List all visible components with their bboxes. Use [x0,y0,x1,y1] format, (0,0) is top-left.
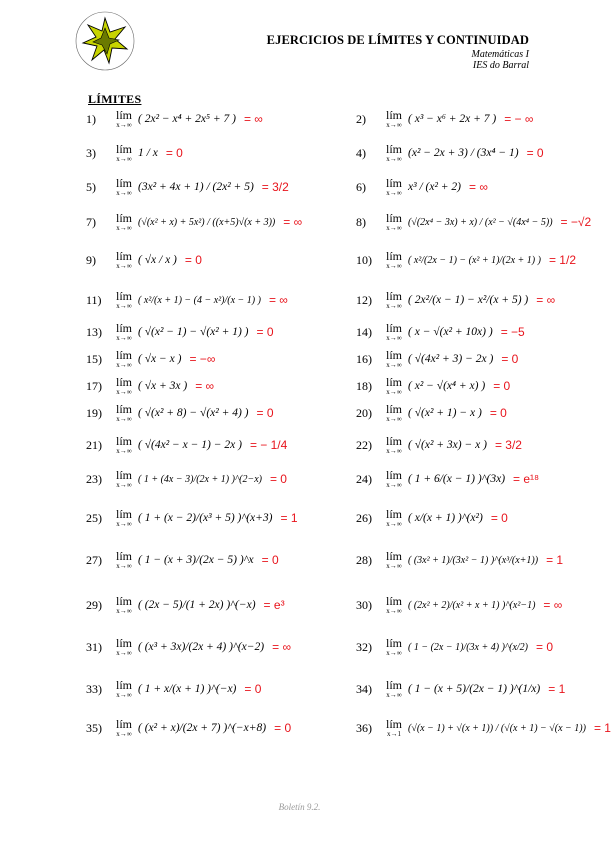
limit-body: (x² − 2x + 3) / (3x⁴ − 1) [408,147,519,159]
limit-body: ( √(x² − 1) − √(x² + 1) ) [138,326,249,338]
limit-operator [386,290,402,310]
limit-operator [386,250,402,270]
limit-subscript: x→1 [387,730,401,738]
exercise-number: 4) [356,145,366,160]
limit-operator [386,403,402,423]
answer: = 0 [256,406,274,420]
answer: = 0 [493,379,511,393]
limit-word: lím [386,468,403,482]
limit-subscript: x→∞ [116,224,132,232]
exercise-expression [386,550,563,570]
exercise-expression [116,550,279,570]
answer: = −∞ [189,352,216,366]
limit-word: lím [116,507,133,521]
exercise-item [86,240,346,280]
answer: = 0 [489,406,507,420]
exercise-expression [116,637,291,657]
limit-subscript: x→∞ [386,415,402,423]
limit-subscript: x→∞ [116,361,132,369]
limit-operator [116,290,132,310]
answer: = 3/2 [261,180,289,194]
exercise-expression [386,250,576,270]
answer: = ∞ [195,379,215,393]
limit-body: ( 1 + 6/(x − 1) )^(3x) [408,473,506,485]
exercise-item [356,627,586,667]
exercise-item [86,540,346,580]
limit-body: ( √(4x² − x − 1) − 2x ) [138,439,242,451]
exercise-expression [386,403,507,423]
limit-word: lím [386,321,403,335]
answer: = 1 [548,682,566,696]
limit-subscript: x→∞ [386,302,402,310]
exercise-number: 31) [86,639,102,654]
exercise-expression [116,718,291,738]
answer: = e³ [263,598,285,612]
limit-body: ( 1 + (x − 2)/(x³ + 5) )^(x+3) [138,512,273,524]
exercise-number: 1) [86,111,96,126]
limit-operator [116,250,132,270]
exercise-number: 6) [356,179,366,194]
limit-word: lím [116,594,133,608]
exercise-number: 30) [356,597,372,612]
limit-subscript: x→∞ [116,691,132,699]
exercise-number: 28) [356,552,372,567]
limit-operator [386,508,402,528]
limit-operator [116,718,132,738]
exercise-expression [116,508,298,528]
exercise-number: 11) [86,292,102,307]
limit-body: (√(2x⁴ − 3x) + x) / (x² − √(4x⁴ − 5)) [408,216,553,228]
limit-subscript: x→∞ [386,224,402,232]
exercise-number: 20) [356,405,372,420]
limit-body: x³ / (x² + 2) [408,181,461,193]
exercise-number: 15) [86,351,102,366]
exercise-number: 7) [86,214,96,229]
limit-body: (3x² + 4x + 1) / (2x² + 5) [138,181,254,193]
answer: = ∞ [268,293,288,307]
limit-operator [386,177,402,197]
limit-operator [116,508,132,528]
exercise-expression [386,637,553,657]
limit-body: ( x³ − x⁶ + 2x + 7 ) [408,113,497,125]
limit-body: ( x²/(x + 1) − (4 − x²)/(x − 1) ) [138,294,261,306]
limit-word: lím [386,211,403,225]
answer: = 0 [184,253,202,267]
exercise-expression [116,250,202,270]
exercise-item [86,459,346,499]
limit-word: lím [116,717,133,731]
exercise-expression [116,212,302,232]
limit-subscript: x→∞ [386,262,402,270]
answer: = 3/2 [494,438,522,452]
answer: = 1/2 [548,253,576,267]
exercise-number: 5) [86,179,96,194]
limit-body: ( 1 − (2x − 1)/(3x + 4) )^(x/2) [408,641,528,653]
limit-body: ( 1 + (4x − 3)/(2x + 1) )^(2−x) [138,473,262,485]
limit-operator [116,637,132,657]
exercise-item [86,585,346,625]
limit-body: ( x²/(2x − 1) − (x² + 1)/(2x + 1) ) [408,254,541,266]
answer: = ∞ [468,180,488,194]
limit-subscript: x→∞ [386,189,402,197]
limit-operator [116,109,132,129]
limit-word: lím [116,549,133,563]
answer: = ∞ [272,640,292,654]
exercise-number: 33) [86,681,102,696]
exercise-number: 17) [86,378,102,393]
limit-word: lím [386,594,403,608]
exercise-expression [386,109,533,129]
exercise-number: 35) [86,720,102,735]
limit-operator [116,550,132,570]
exercise-item [86,627,346,667]
exercise-expression [386,435,522,455]
limit-word: lím [386,507,403,521]
limit-body: ( 2x²/(x − 1) − x²/(x + 5) ) [408,294,529,306]
answer: = 1 [280,511,298,525]
exercise-expression [386,508,508,528]
limit-body: 1 / x [138,147,158,159]
exercise-expression [116,109,263,129]
limit-word: lím [116,678,133,692]
limit-word: lím [116,468,133,482]
answer: = 0 [274,721,292,735]
limit-word: lím [116,142,133,156]
limit-subscript: x→∞ [386,607,402,615]
answer: = 0 [501,352,519,366]
limit-operator [386,679,402,699]
limit-operator [386,718,402,738]
limit-subscript: x→∞ [116,730,132,738]
exercise-number: 32) [356,639,372,654]
limit-subscript: x→∞ [386,388,402,396]
limit-body: (√(x² + x) + 5x²) / ((x+5)√(x + 3)) [138,216,276,228]
limit-word: lím [116,249,133,263]
exercise-number: 10) [356,252,372,267]
limit-word: lím [386,717,403,731]
limit-operator [386,212,402,232]
limit-subscript: x→∞ [386,691,402,699]
exercise-expression [116,177,289,197]
limit-word: lím [386,108,403,122]
limit-operator [116,679,132,699]
exercise-expression [386,212,591,232]
limit-word: lím [116,434,133,448]
exercise-item [356,585,586,625]
exercise-number: 13) [86,324,102,339]
exercise-number: 26) [356,510,372,525]
limit-subscript: x→∞ [116,121,132,129]
exercise-expression [116,143,183,163]
limit-word: lím [116,348,133,362]
limit-word: lím [386,249,403,263]
limit-word: lím [386,549,403,563]
limit-body: ( (x² + x)/(2x + 7) )^(−x+8) [138,722,267,734]
exercise-item [356,459,586,499]
answer: = 0 [256,325,274,339]
exercise-number: 23) [86,471,102,486]
answer: = −√2 [560,215,592,229]
exercise-number: 22) [356,437,372,452]
limit-body: ( 1 − (x + 5)/(2x − 1) )^(1/x) [408,683,541,695]
exercise-number: 29) [86,597,102,612]
limit-subscript: x→∞ [116,520,132,528]
exercise-number: 36) [356,720,372,735]
limit-body: (√(x − 1) + √(x + 1)) / (√(x + 1) − √(x − 1)) [408,722,586,734]
exercise-item [356,498,586,538]
limit-word: lím [386,142,403,156]
answer: = 0 [261,553,279,567]
limit-subscript: x→∞ [386,520,402,528]
limit-body: ( √(x² + 8) − √(x² + 4) ) [138,407,249,419]
limit-subscript: x→∞ [116,447,132,455]
school-label: IES do Barral [472,60,529,71]
limit-word: lím [116,375,133,389]
exercise-number: 18) [356,378,372,393]
exercise-expression [116,403,274,423]
exercise-number: 16) [356,351,372,366]
limit-subscript: x→∞ [116,607,132,615]
limit-word: lím [116,636,133,650]
exercise-expression [386,679,565,699]
limit-operator [116,177,132,197]
footer: Boletín 9.2. [278,802,321,812]
answer: = 0 [490,511,508,525]
limit-body: ( √x + 3x ) [138,380,188,392]
limit-body: ( (x³ + 3x)/(2x + 4) )^(x−2) [138,641,265,653]
answer: = −5 [500,325,525,339]
exercise-item [356,167,586,207]
limit-word: lím [116,289,133,303]
exercise-item [356,202,592,242]
limit-body: ( x/(x + 1) )^(x²) [408,512,483,524]
exercise-expression [386,469,539,489]
limit-subscript: x→∞ [386,562,402,570]
department-logo [74,10,136,72]
exercise-number: 9) [86,252,96,267]
limit-subscript: x→∞ [116,415,132,423]
answer: = e¹⁸ [513,472,540,486]
exercise-number: 34) [356,681,372,696]
limit-word: lím [116,176,133,190]
limit-subscript: x→∞ [116,649,132,657]
exercise-number: 24) [356,471,372,486]
limit-operator [116,212,132,232]
limit-subscript: x→∞ [386,481,402,489]
limit-word: lím [386,636,403,650]
limit-body: ( (2x − 5)/(1 + 2x) )^(−x) [138,599,256,611]
limit-word: lím [386,375,403,389]
answer: = 0 [165,146,183,160]
limit-word: lím [116,108,133,122]
limit-operator [386,109,402,129]
limit-operator [116,435,132,455]
limit-body: ( √(4x² + 3) − 2x ) [408,353,494,365]
answer: = 0 [526,146,544,160]
limit-body: ( √(x² + 1) − x ) [408,407,482,419]
limit-word: lím [116,321,133,335]
limit-body: ( √x / x ) [138,254,177,266]
limit-operator [386,595,402,615]
exercise-number: 2) [356,111,366,126]
limit-subscript: x→∞ [386,334,402,342]
limit-operator [386,469,402,489]
limit-subscript: x→∞ [386,155,402,163]
limit-operator [386,550,402,570]
limit-operator [116,469,132,489]
exercise-expression [386,718,611,738]
exercise-item [356,669,586,709]
limit-subscript: x→∞ [386,121,402,129]
exercise-item [356,240,586,280]
answer: = ∞ [536,293,556,307]
limit-body: ( √x − x ) [138,353,182,365]
exercise-item [86,167,346,207]
limit-word: lím [386,678,403,692]
answer: = ∞ [243,112,263,126]
exercise-number: 27) [86,552,102,567]
exercise-expression [386,595,562,615]
limit-subscript: x→∞ [116,302,132,310]
limit-operator [116,143,132,163]
limit-word: lím [386,348,403,362]
limit-subscript: x→∞ [386,361,402,369]
limit-body: ( x − √(x² + 10x) ) [408,326,493,338]
limit-body: ( √(x² + 3x) − x ) [408,439,487,451]
exercise-number: 3) [86,145,96,160]
exercise-number: 14) [356,324,372,339]
limit-word: lím [386,176,403,190]
limit-subscript: x→∞ [116,562,132,570]
exercise-number: 25) [86,510,102,525]
answer: = − 1/4 [249,438,288,452]
answer: = 0 [536,640,554,654]
limit-word: lím [386,289,403,303]
exercise-expression [386,143,544,163]
limit-word: lím [386,434,403,448]
exercise-expression [116,290,288,310]
limit-word: lím [116,402,133,416]
limit-subscript: x→∞ [386,649,402,657]
limit-subscript: x→∞ [116,262,132,270]
section-heading: LÍMITES [88,92,142,106]
exercise-item [86,498,346,538]
answer: = − ∞ [504,112,534,126]
answer: = 0 [269,472,287,486]
limit-operator [386,435,402,455]
limit-subscript: x→∞ [116,189,132,197]
limit-body: ( 1 − (x + 3)/(2x − 5) )^x [138,554,254,566]
exercise-expression [116,435,287,455]
exercise-item [356,708,611,748]
limit-word: lím [386,402,403,416]
limit-body: ( (3x² + 1)/(3x² − 1) )^(x³/(x+1)) [408,554,539,566]
limit-body: ( x² − √(x⁴ + x) ) [408,380,486,392]
exercise-expression [386,177,488,197]
limit-body: ( 2x² − x⁴ + 2x⁵ + 7 ) [138,113,236,125]
exercise-expression [116,679,261,699]
limit-subscript: x→∞ [116,155,132,163]
limit-body: ( (2x² + 2)/(x² + x + 1) )^(x²−1) [408,599,536,611]
exercise-item [86,708,346,748]
answer: = 0 [244,682,262,696]
limit-subscript: x→∞ [116,481,132,489]
answer: = ∞ [283,215,303,229]
exercise-expression [116,469,287,489]
limit-subscript: x→∞ [116,388,132,396]
limit-subscript: x→∞ [116,334,132,342]
exercise-item [356,540,586,580]
limit-operator [386,143,402,163]
exercise-item [86,202,346,242]
limit-subscript: x→∞ [386,447,402,455]
exercise-expression [386,290,555,310]
exercise-expression [116,595,285,615]
limit-operator [116,595,132,615]
exercise-number: 19) [86,405,102,420]
subject-label: Matemáticas I [471,49,529,60]
exercise-number: 8) [356,214,366,229]
limit-operator [386,637,402,657]
exercise-number: 12) [356,292,372,307]
limit-body: ( 1 + x/(x + 1) )^(−x) [138,683,237,695]
limit-operator [116,403,132,423]
exercise-number: 21) [86,437,102,452]
answer: = 1 [593,721,611,735]
page-title: EJERCICIOS DE LÍMITES Y CONTINUIDAD [266,33,529,47]
answer: = 1 [546,553,564,567]
exercise-item [86,669,346,709]
answer: = ∞ [543,598,563,612]
limit-word: lím [116,211,133,225]
